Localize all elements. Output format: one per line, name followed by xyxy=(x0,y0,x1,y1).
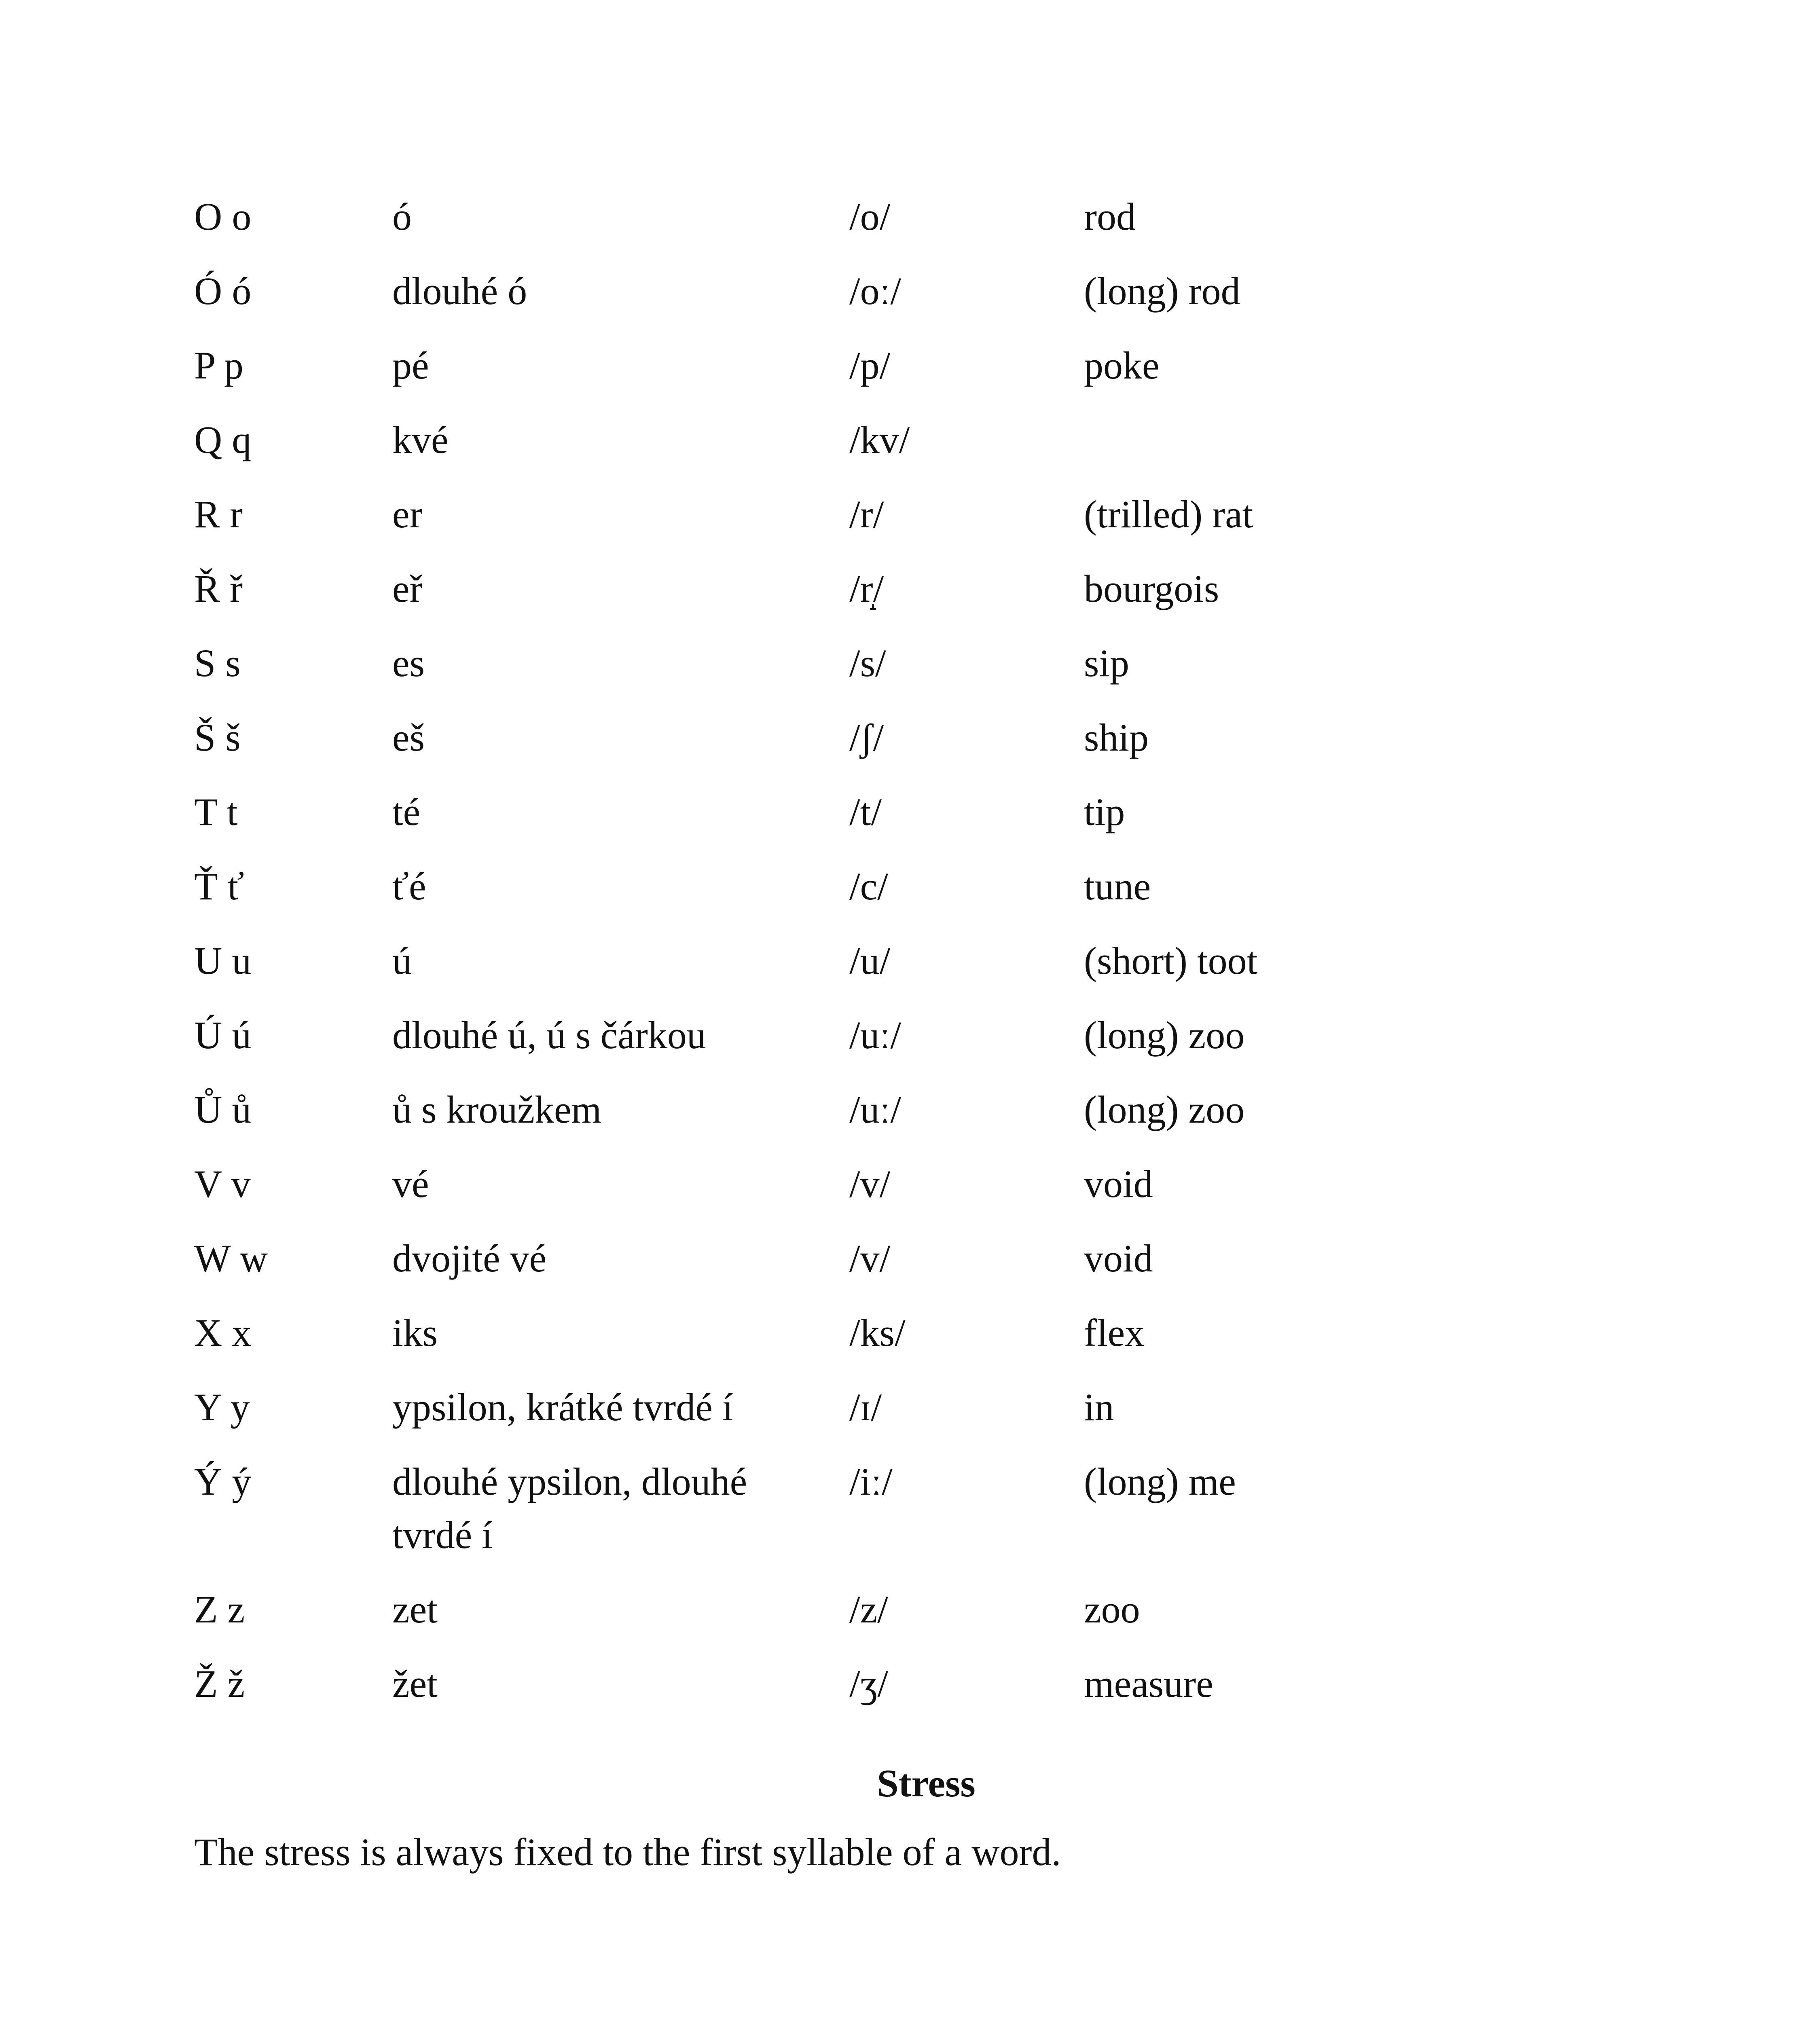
letter-cell: X x xyxy=(194,1311,252,1354)
table-row xyxy=(194,1381,1610,1434)
letter-name-cell: dlouhé ypsilon, dlouhé tvrdé í xyxy=(392,1460,747,1557)
letter-name-cell: ú xyxy=(392,939,412,982)
table-row xyxy=(194,190,1610,243)
letter-name-cell: pé xyxy=(392,344,429,387)
table-row xyxy=(194,1009,1610,1062)
example-cell: measure xyxy=(1084,1662,1213,1705)
table-row xyxy=(194,1306,1610,1360)
example-cell: tune xyxy=(1084,865,1151,908)
example-cell: (short) toot xyxy=(1084,939,1258,982)
example-cell: zoo xyxy=(1084,1588,1140,1631)
letter-cell: Š š xyxy=(194,716,241,759)
table-row xyxy=(194,1583,1610,1636)
table-row xyxy=(194,934,1610,988)
letter-cell: R r xyxy=(194,493,243,536)
ipa-cell: /uː/ xyxy=(849,1013,902,1057)
letter-cell: S s xyxy=(194,641,241,685)
ipa-cell: /v/ xyxy=(849,1237,891,1280)
table-row xyxy=(194,562,1610,615)
ipa-cell: /ʃ/ xyxy=(849,716,884,759)
letter-cell: T t xyxy=(194,790,238,833)
ipa-cell: /t/ xyxy=(849,790,882,833)
ipa-cell: /oː/ xyxy=(849,269,902,313)
table-row xyxy=(194,339,1610,392)
letter-cell: Ú ú xyxy=(194,1013,252,1057)
letter-name-cell: ťé xyxy=(392,865,426,908)
letter-name-cell: dlouhé ú, ú s čárkou xyxy=(392,1013,706,1057)
table-row xyxy=(194,413,1610,467)
letter-name-cell: ů s kroužkem xyxy=(392,1088,602,1131)
letter-name-cell: dlouhé ó xyxy=(392,269,527,313)
ipa-cell: /ʒ/ xyxy=(849,1662,888,1705)
example-cell: void xyxy=(1084,1237,1153,1280)
example-cell: (long) me xyxy=(1084,1460,1236,1503)
example-cell: (long) zoo xyxy=(1084,1013,1245,1057)
example-cell: ship xyxy=(1084,716,1149,759)
letter-cell: Q q xyxy=(194,418,252,461)
ipa-cell: /s/ xyxy=(849,641,886,685)
letter-name-cell: iks xyxy=(392,1311,438,1354)
letter-name-cell: dvojité vé xyxy=(392,1237,547,1280)
ipa-cell: /c/ xyxy=(849,865,888,908)
table-row xyxy=(194,264,1610,318)
ipa-cell: /ks/ xyxy=(849,1311,906,1354)
example-cell: (trilled) rat xyxy=(1084,493,1253,536)
letter-cell: Y y xyxy=(194,1385,250,1429)
letter-name-cell: kvé xyxy=(392,418,449,461)
section-heading: Stress xyxy=(877,1762,976,1805)
ipa-cell: /u/ xyxy=(849,939,891,982)
table-row xyxy=(194,860,1610,913)
letter-name-cell: žet xyxy=(392,1662,438,1705)
ipa-cell: /kv/ xyxy=(849,418,910,461)
example-cell: tip xyxy=(1084,790,1125,833)
ipa-cell: /p/ xyxy=(849,344,891,387)
table-row xyxy=(194,1455,1610,1562)
example-cell: in xyxy=(1084,1385,1114,1429)
letter-cell: Ž ž xyxy=(194,1662,245,1705)
letter-name-cell: es xyxy=(392,641,425,685)
letter-cell: Ť ť xyxy=(194,865,244,908)
letter-cell: P p xyxy=(194,344,243,387)
letter-name-cell: er xyxy=(392,493,423,536)
table-row xyxy=(194,1657,1610,1711)
letter-cell: W w xyxy=(194,1237,268,1280)
letter-name-cell: eř xyxy=(392,567,423,610)
example-cell: flex xyxy=(1084,1311,1145,1354)
ipa-cell: /o/ xyxy=(849,195,891,238)
letter-name-cell: ypsilon, krátké tvrdé í xyxy=(392,1385,733,1429)
ipa-cell: /z/ xyxy=(849,1588,888,1631)
letter-name-cell: ó xyxy=(392,195,412,238)
letter-cell: U u xyxy=(194,939,252,982)
table-row xyxy=(194,1083,1610,1136)
example-cell: sip xyxy=(1084,641,1130,685)
example-cell: poke xyxy=(1084,344,1160,387)
letter-name-cell: eš xyxy=(392,716,425,759)
body-paragraph: The stress is always fixed to the first syllable of a word. xyxy=(194,1830,1061,1874)
table-row xyxy=(194,637,1610,690)
letter-cell: Ř ř xyxy=(194,567,243,610)
letter-cell: V v xyxy=(194,1162,251,1206)
letter-cell: Ů ů xyxy=(194,1088,252,1131)
letter-cell: Ó ó xyxy=(194,269,252,313)
example-cell: (long) zoo xyxy=(1084,1088,1245,1131)
ipa-cell: /iː/ xyxy=(849,1460,893,1503)
table-row xyxy=(194,711,1610,764)
table-row xyxy=(194,1157,1610,1211)
letter-name-cell: té xyxy=(392,790,421,833)
ipa-cell: /uː/ xyxy=(849,1088,902,1131)
example-cell: (long) rod xyxy=(1084,269,1240,313)
alphabet-table xyxy=(194,190,1610,1732)
ipa-cell: /r̝/ xyxy=(849,567,884,610)
letter-cell: Ý ý xyxy=(194,1460,252,1503)
letter-name-cell: zet xyxy=(392,1588,438,1631)
ipa-cell: /v/ xyxy=(849,1162,891,1206)
table-row xyxy=(194,488,1610,541)
example-cell: bourgois xyxy=(1084,567,1219,610)
letter-name-cell: vé xyxy=(392,1162,429,1206)
ipa-cell: /r/ xyxy=(849,493,884,536)
example-cell: rod xyxy=(1084,195,1136,238)
letter-cell: Z z xyxy=(194,1588,245,1631)
table-row xyxy=(194,785,1610,839)
table-row xyxy=(194,1232,1610,1285)
ipa-cell: /ɪ/ xyxy=(849,1385,882,1429)
letter-cell: O o xyxy=(194,195,252,238)
example-cell: void xyxy=(1084,1162,1153,1206)
